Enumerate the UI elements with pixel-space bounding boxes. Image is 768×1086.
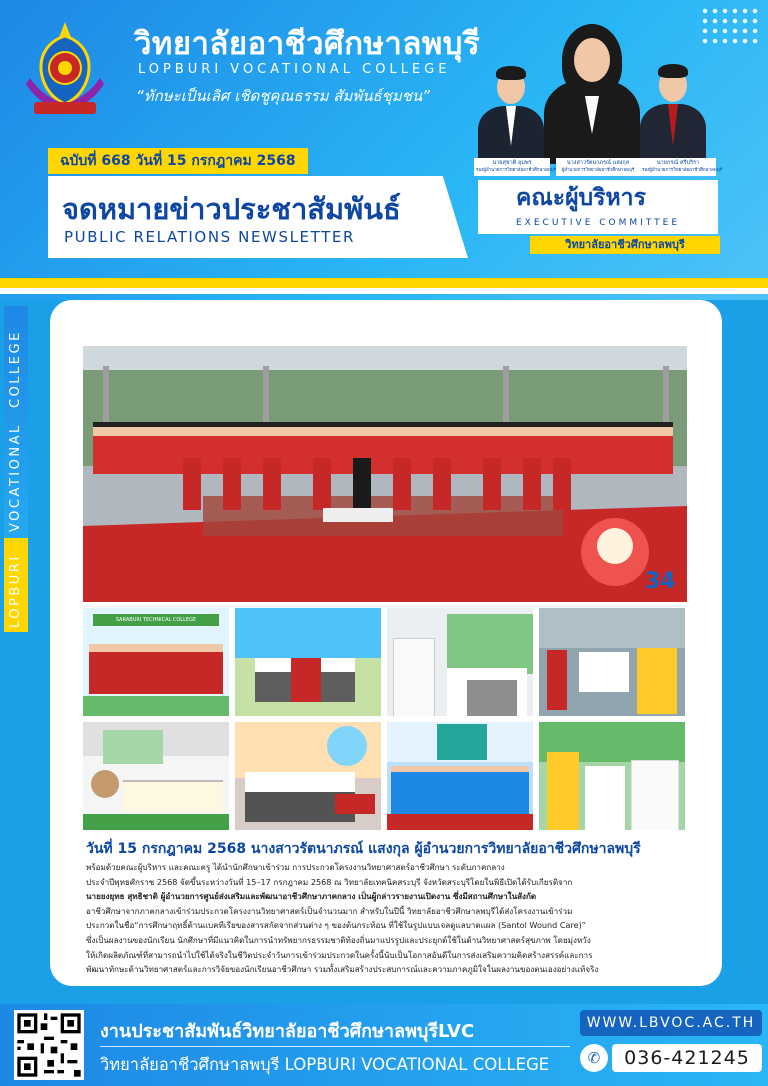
gallery-photo [235,722,381,830]
phone-number[interactable]: 036-421245 [612,1044,762,1072]
newsletter-title-th: จดหมายข่าวประชาสัมพันธ์ [62,192,401,226]
gallery-photo: SARABURI TECHNICAL COLLEGE [83,608,229,716]
college-name-en: LOPBURI VOCATIONAL COLLEGE [138,62,451,77]
gallery-photo [539,608,685,716]
college-name-th: วิทยาลัยอาชีวศึกษาลพบุรี [134,26,481,62]
newsletter-title-en: PUBLIC RELATIONS NEWSLETTER [64,228,355,246]
website-link[interactable]: WWW.LBVOC.AC.TH [580,1010,762,1036]
photo-grid [83,608,687,832]
divider-yellow [0,278,768,288]
main-event-photo [83,346,687,602]
executive-photo-center [544,22,640,164]
side-label-vocational: VOCATIONAL [8,423,23,532]
phone-icon: ✆ [580,1044,608,1072]
executive-nameplate: นางสาวรัตนาภรณ์ แสงกุล ผู้อำนวยการวิทยาลัยอาชีวศึกษาลพบุรี [556,158,640,176]
executive-photo-right [640,60,706,164]
article-body-line: ประจำปีพุทธศักราช 2568 จัดขึ้นระหว่างวันที่ 15–17 กรกฎาคม 2568 ณ วิทยาลัยเทคนิคสระบุรี จังหวัดสระบุรีโดยในพิธีเปิดได้รับเกียรติจาก [86,876,573,887]
article-body-line: ซึ่งเป็นผลงานของนักเรียน นักศึกษาที่มีแนวคิดในการนำทรัพยากรธรรมชาติท้องถิ่นมาแปรรูปและประยุกต์ใช้ในด้านวิทยาศาสตร์สุขภาพ โดยมุ่งหวัง [86,934,591,945]
executive-photo-left [478,64,544,164]
executive-nameplate: นายกรณ์ ศรีบริรา รองผู้อำนวยการวิทยาลัยอาชีวศึกษาลพบุรี [640,158,716,176]
footer-divider [100,1046,570,1047]
article-body [86,860,684,977]
event-badge-number: 34 [645,569,676,594]
article-body-line: พร้อมด้วยคณะผู้บริหาร และคณะครู ได้นำนักศึกษาเข้าร่วม การประกวดโครงงานวิทยาศาสตร์อาชีวศึกษา ระดับภาคกลาง [86,862,505,872]
executive-title-th: คณะผู้บริหาร [516,185,646,211]
article-body-line: อาชีวศึกษาจากภาคกลางเข้าร่วมประกวดโครงงานวิทยาศาสตร์เป็นจำนวนมาก สำหรับในปีนี้ วิทยาลัยอาชีวศึกษาลพบุรีได้ส่งโครงงานเข้าร่วม [86,905,573,916]
issue-label: ฉบับที่ 668 วันที่ 15 กรกฎาคม 2568 [48,148,308,174]
gallery-photo [387,608,533,716]
gallery-photo [83,722,229,830]
gallery-photo [539,722,685,830]
executive-nameplate: นายสุชาติ อุมพร รองผู้อำนวยการวิทยาลัยอาชีวศึกษาลพบุรี [474,158,550,176]
college-logo-icon [22,18,108,118]
qr-code-icon[interactable] [14,1010,84,1080]
executive-title-en: EXECUTIVE COMMITTEE [516,218,681,228]
gallery-photo [235,608,381,716]
decorative-dots [700,6,760,46]
footer-college-label: วิทยาลัยอาชีวศึกษาลพบุรี LOPBURI VOCATIONAL COLLEGE [100,1055,550,1074]
college-motto: “ทักษะเป็นเลิศ เชิดชูคุณธรรม สัมพันธ์ชุมชน” [136,87,430,105]
gallery-photo [387,722,533,830]
footer-pr-label: งานประชาสัมพันธ์วิทยาลัยอาชีวศึกษาลพบุรีLVC [100,1021,475,1042]
divider-white [0,288,768,294]
article-body-line: ประกวดในชื่อ“การศึกษาฤทธิ์ต้านแบคทีเรียของสารสกัดจากส่วนต่าง ๆ ของต้นกระท้อน ที่ใช้ในรูปแบบเจลดูแลบาดแผล (Santol Wound Care)” [86,920,586,931]
article-body-line: ให้เกิดผลิตภัณฑ์ที่สามารถนำไปใช้ได้จริงในชีวิตประจำวันการเข้าร่วมประกวดในครั้งนี้นับเป็นโอกาสอันดีในการส่งเสริมความคิดสร้างสรรค์และการ [86,949,593,960]
article-headline: วันที่ 15 กรกฎาคม 2568 นางสาวรัตนาภรณ์ แสงกุล ผู้อำนวยการวิทยาลัยอาชีวศึกษาลพบุรี [86,841,641,857]
side-label-college: COLLEGE [8,330,23,408]
side-label-lopburi: LOPBURI [8,554,23,628]
article-body-line: นายยงยุทธ สุทธิชาติ ผู้อำนวยการศูนย์ส่งเสริมและพัฒนาอาชีวศึกษาภาคกลาง เป็นผู้กล่าวรายงานเปิดงาน ซึ่งมีสถานศึกษาในสังกัด [86,891,537,902]
executive-college-label: วิทยาลัยอาชีวศึกษาลพบุรี [530,236,720,254]
article-body-line: พัฒนาทักษะด้านวิทยาศาสตร์และการวิจัยของนักเรียนอาชีวศึกษา รวมทั้งเสริมสร้างประสบการณ์และความภาคภูมิใจในผลงานของตนเองอย่างแท้จริง [86,964,599,975]
